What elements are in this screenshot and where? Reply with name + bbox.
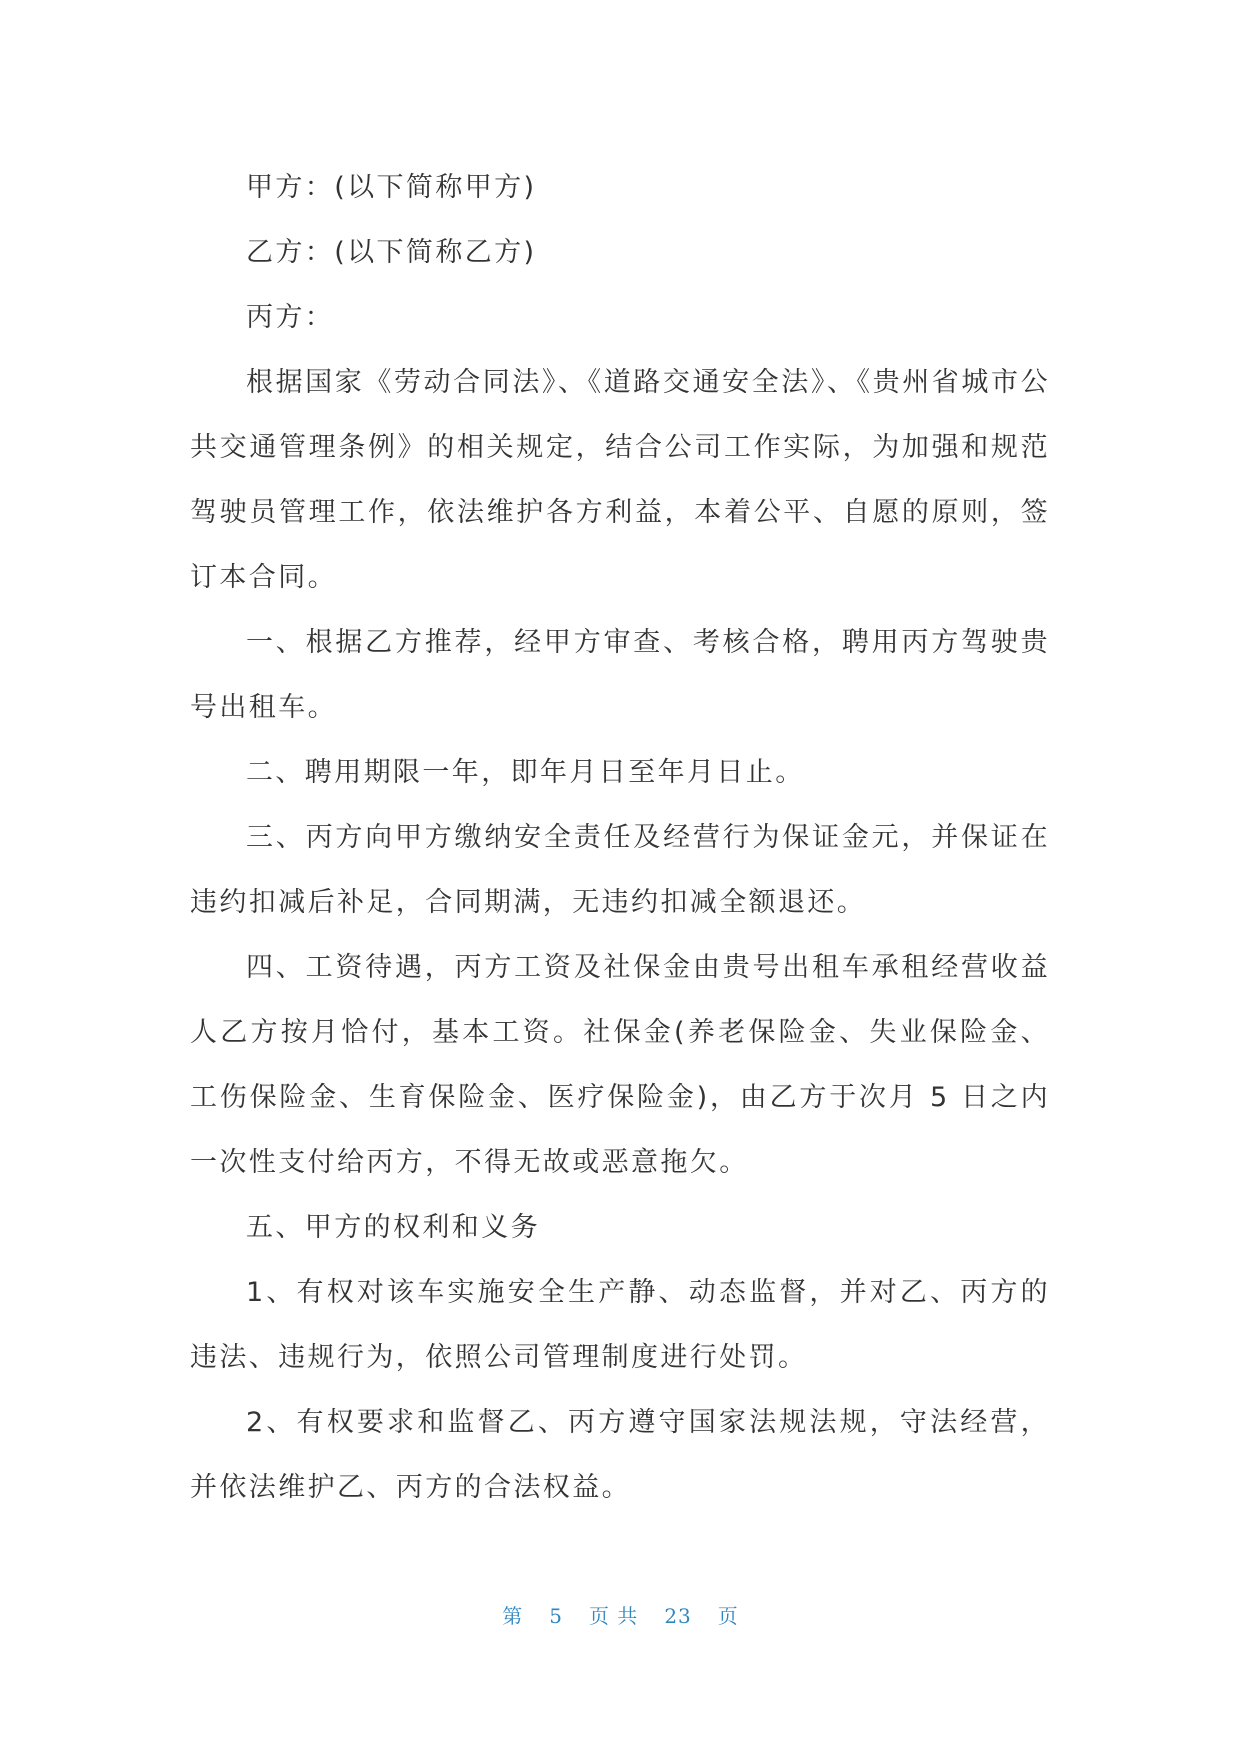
page-number-footer xyxy=(0,1600,1241,1629)
footer-current-page: 5 xyxy=(549,1604,563,1628)
paragraph-clause-4: 四、工资待遇，丙方工资及社保金由贵号出租车承租经营收益人乙方按月恰付，基本工资。社保金(养老保险金、失业保险金、工伤保险金、生育保险金、医疗保险金)，由乙方于次月 5 日之内一次性支付给丙方，不得无故或恶意拖欠。 xyxy=(190,952,1050,1178)
paragraph-clause-5-heading: 五、甲方的权利和义务 xyxy=(246,1212,540,1243)
footer-prefix: 第 xyxy=(502,1604,524,1628)
footer-middle: 页 共 xyxy=(588,1604,639,1628)
document-body xyxy=(190,155,1050,1520)
paragraph-preamble: 根据国家《劳动合同法》、《道路交通安全法》、《贵州省城市公共交通管理条例》的相关规定，结合公司工作实际，为加强和规范驾驶员管理工作，依法维护各方利益，本着公平、自愿的原则，签订本合同。 xyxy=(190,367,1050,593)
paragraph-clause-2: 二、聘用期限一年，即年月日至年月日止。 xyxy=(246,757,805,788)
footer-suffix: 页 xyxy=(717,1604,739,1628)
paragraph-party-a: 甲方：(以下简称甲方) xyxy=(246,172,537,203)
footer-total-pages: 23 xyxy=(664,1604,692,1628)
paragraph-clause-5-item-2: 2、有权要求和监督乙、丙方遵守国家法规法规，守法经营，并依法维护乙、丙方的合法权益。 xyxy=(190,1407,1050,1503)
paragraph-clause-3: 三、丙方向甲方缴纳安全责任及经营行为保证金元，并保证在违约扣减后补足，合同期满，无违约扣减全额退还。 xyxy=(190,822,1050,918)
paragraph-party-b: 乙方：(以下简称乙方) xyxy=(246,237,537,268)
paragraph-clause-5-item-1: 1、有权对该车实施安全生产静、动态监督，并对乙、丙方的违法、违规行为，依照公司管理制度进行处罚。 xyxy=(190,1277,1050,1373)
paragraph-party-c: 丙方： xyxy=(246,302,335,333)
paragraph-clause-1: 一、根据乙方推荐，经甲方审查、考核合格，聘用丙方驾驶贵号出租车。 xyxy=(190,627,1050,723)
